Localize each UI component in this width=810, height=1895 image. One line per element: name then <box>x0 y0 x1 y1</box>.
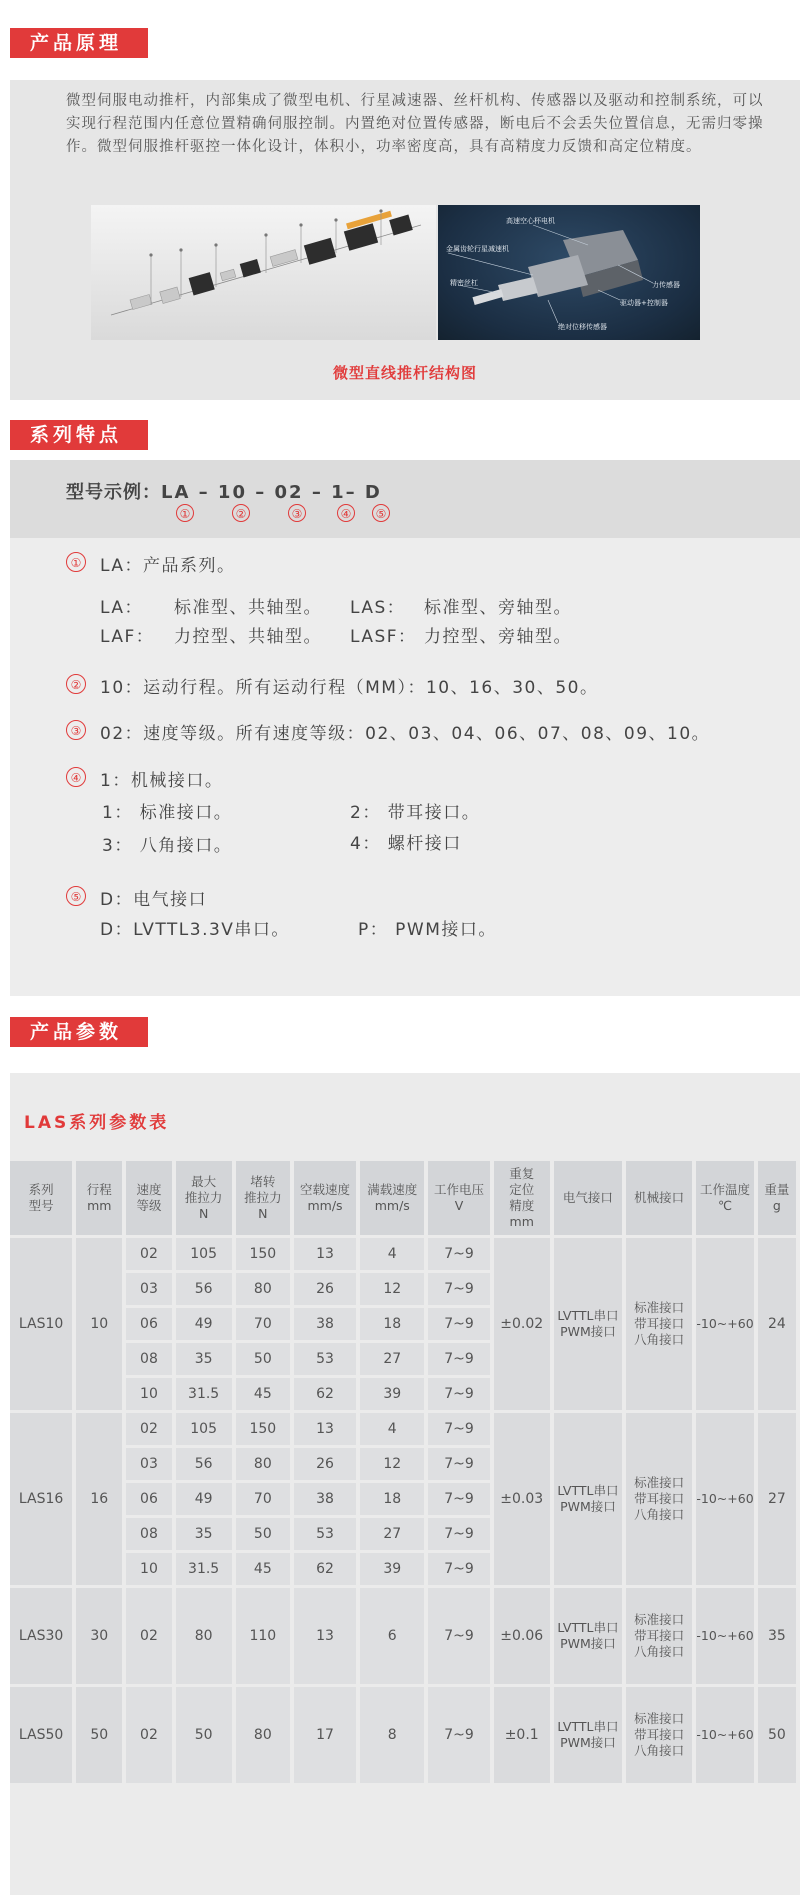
cell-stall-force: 150 <box>236 1238 290 1270</box>
item-4-c: 3： 八角接口。 <box>102 836 233 856</box>
table-row <box>10 1413 796 1445</box>
label-driver: 驱动器+控制器 <box>620 299 668 307</box>
label-screw: 精密丝杠 <box>450 279 478 287</box>
label-gear: 金属齿轮行星减速机 <box>446 245 509 253</box>
cell-noload-speed: 62 <box>294 1378 356 1410</box>
cell-temperature: -10~+60 <box>696 1687 753 1783</box>
cell-speed-grade: 03 <box>126 1448 171 1480</box>
cell-precision: ±0.06 <box>494 1588 550 1684</box>
cell-max-force: 49 <box>176 1483 232 1515</box>
cell-fullload-speed: 4 <box>360 1413 424 1445</box>
cell-max-force: 35 <box>176 1343 232 1375</box>
cell-mechanical-interface: 标准接口 带耳接口 八角接口 <box>626 1238 692 1410</box>
cell-noload-speed: 13 <box>294 1588 356 1684</box>
cell-temperature: -10~+60 <box>696 1238 753 1410</box>
item-number-3: ③ <box>66 720 86 740</box>
actuator-cutaway-illustration <box>438 205 700 340</box>
item-1-a3: LAS： <box>350 598 406 618</box>
cell-model: LAS16 <box>10 1413 72 1585</box>
cell-electrical-interface: LVTTL串口 PWM接口 <box>554 1588 622 1684</box>
section-title-principle: 产品原理 <box>10 28 148 58</box>
column-header: 空载速度 mm/s <box>294 1161 356 1235</box>
cell-fullload-speed: 12 <box>360 1448 424 1480</box>
cell-stall-force: 150 <box>236 1413 290 1445</box>
code-marker-5: ⑤ <box>372 504 390 522</box>
item-5-b: P： PWM接口。 <box>358 920 497 940</box>
table-body <box>10 1238 796 1783</box>
cell-noload-speed: 53 <box>294 1343 356 1375</box>
cell-stroke: 50 <box>76 1687 122 1783</box>
item-1-b2: 力控型、共轴型。 <box>174 627 322 647</box>
cell-voltage: 7~9 <box>428 1308 489 1340</box>
cell-stall-force: 80 <box>236 1273 290 1305</box>
image-caption: 微型直线推杆结构图 <box>332 364 477 382</box>
cell-fullload-speed: 12 <box>360 1273 424 1305</box>
item-1-title: LA：产品系列。 <box>100 556 236 576</box>
cell-weight: 27 <box>758 1413 796 1585</box>
code-marker-3: ③ <box>288 504 306 522</box>
item-1-b4: 力控型、旁轴型。 <box>424 627 572 647</box>
cell-max-force: 56 <box>176 1273 232 1305</box>
cell-noload-speed: 38 <box>294 1483 356 1515</box>
column-header: 电气接口 <box>554 1161 622 1235</box>
cell-stroke: 30 <box>76 1588 122 1684</box>
cell-speed-grade: 08 <box>126 1343 171 1375</box>
cell-max-force: 105 <box>176 1238 232 1270</box>
model-example-code: LA – 10 – 02 – 1– D <box>161 482 382 503</box>
model-example-label: 型号示例： <box>66 482 161 503</box>
code-marker-1: ① <box>176 504 194 522</box>
column-header: 行程 mm <box>76 1161 122 1235</box>
cell-fullload-speed: 4 <box>360 1238 424 1270</box>
cell-stroke: 10 <box>76 1238 122 1410</box>
cell-stall-force: 50 <box>236 1343 290 1375</box>
cell-noload-speed: 17 <box>294 1687 356 1783</box>
column-header: 工作电压 V <box>428 1161 489 1235</box>
cell-voltage: 7~9 <box>428 1553 489 1585</box>
exploded-actuator-illustration <box>91 205 436 340</box>
cell-precision: ±0.1 <box>494 1687 550 1783</box>
cell-voltage: 7~9 <box>428 1343 489 1375</box>
item-5-a: D：LVTTL3.3V串口。 <box>100 920 290 940</box>
cell-speed-grade: 10 <box>126 1378 171 1410</box>
cell-noload-speed: 53 <box>294 1518 356 1550</box>
cutaway-diagram-image <box>438 205 700 340</box>
cell-speed-grade: 10 <box>126 1553 171 1585</box>
item-number-5: ⑤ <box>66 886 86 906</box>
code-marker-4: ④ <box>337 504 355 522</box>
column-header: 工作温度 ℃ <box>696 1161 753 1235</box>
cell-fullload-speed: 27 <box>360 1343 424 1375</box>
cell-speed-grade: 08 <box>126 1518 171 1550</box>
cell-max-force: 56 <box>176 1448 232 1480</box>
cell-noload-speed: 26 <box>294 1273 356 1305</box>
cell-voltage: 7~9 <box>428 1413 489 1445</box>
item-1-a4: 标准型、旁轴型。 <box>424 598 572 618</box>
column-header: 最大 推拉力 N <box>176 1161 232 1235</box>
exploded-view-image <box>91 205 436 340</box>
table-row <box>10 1687 796 1783</box>
column-header: 重量 g <box>758 1161 796 1235</box>
item-4-title: 1：机械接口。 <box>100 771 224 791</box>
column-header: 重复 定位 精度 mm <box>494 1161 550 1235</box>
cell-fullload-speed: 18 <box>360 1308 424 1340</box>
cell-speed-grade: 02 <box>126 1588 171 1684</box>
intro-panel <box>10 80 800 400</box>
cell-weight: 35 <box>758 1588 796 1684</box>
item-3-title: 02：速度等级。所有速度等级：02、03、04、06、07、08、09、10。 <box>100 724 711 744</box>
cell-stall-force: 80 <box>236 1687 290 1783</box>
cell-mechanical-interface: 标准接口 带耳接口 八角接口 <box>626 1687 692 1783</box>
cell-stall-force: 50 <box>236 1518 290 1550</box>
cell-max-force: 105 <box>176 1413 232 1445</box>
cell-stall-force: 70 <box>236 1308 290 1340</box>
cell-electrical-interface: LVTTL串口 PWM接口 <box>554 1238 622 1410</box>
cell-speed-grade: 03 <box>126 1273 171 1305</box>
cell-voltage: 7~9 <box>428 1483 489 1515</box>
cell-noload-speed: 26 <box>294 1448 356 1480</box>
cell-model: LAS50 <box>10 1687 72 1783</box>
cell-voltage: 7~9 <box>428 1238 489 1270</box>
cell-voltage: 7~9 <box>428 1448 489 1480</box>
cell-speed-grade: 06 <box>126 1308 171 1340</box>
cell-fullload-speed: 39 <box>360 1553 424 1585</box>
cell-fullload-speed: 27 <box>360 1518 424 1550</box>
label-force: 力传感器 <box>652 281 680 289</box>
cell-stall-force: 110 <box>236 1588 290 1684</box>
label-position: 绝对位移传感器 <box>558 323 607 331</box>
cell-fullload-speed: 18 <box>360 1483 424 1515</box>
cell-speed-grade: 02 <box>126 1413 171 1445</box>
table-row <box>10 1588 796 1684</box>
column-header: 满载速度 mm/s <box>360 1161 424 1235</box>
model-example-panel <box>10 460 800 538</box>
cell-stroke: 16 <box>76 1413 122 1585</box>
cell-noload-speed: 38 <box>294 1308 356 1340</box>
cell-mechanical-interface: 标准接口 带耳接口 八角接口 <box>626 1413 692 1585</box>
cell-fullload-speed: 39 <box>360 1378 424 1410</box>
cell-max-force: 49 <box>176 1308 232 1340</box>
params-table <box>6 1158 800 1786</box>
item-4-d: 4： 螺杆接口 <box>350 834 462 854</box>
cell-fullload-speed: 8 <box>360 1687 424 1783</box>
table-header-row <box>10 1161 796 1235</box>
cell-speed-grade: 02 <box>126 1687 171 1783</box>
cell-voltage: 7~9 <box>428 1273 489 1305</box>
cell-model: LAS30 <box>10 1588 72 1684</box>
cell-max-force: 50 <box>176 1687 232 1783</box>
item-number-4: ④ <box>66 767 86 787</box>
cell-fullload-speed: 6 <box>360 1588 424 1684</box>
cell-weight: 24 <box>758 1238 796 1410</box>
table-row <box>10 1238 796 1270</box>
item-1-a2: 标准型、共轴型。 <box>174 598 322 618</box>
section-title-features: 系列特点 <box>10 420 148 450</box>
cell-electrical-interface: LVTTL串口 PWM接口 <box>554 1413 622 1585</box>
item-4-b: 2： 带耳接口。 <box>350 803 481 823</box>
code-marker-2: ② <box>232 504 250 522</box>
cell-max-force: 31.5 <box>176 1553 232 1585</box>
table-title: LAS系列参数表 <box>24 1113 170 1133</box>
cell-voltage: 7~9 <box>428 1378 489 1410</box>
cell-weight: 50 <box>758 1687 796 1783</box>
cell-max-force: 35 <box>176 1518 232 1550</box>
cell-noload-speed: 13 <box>294 1413 356 1445</box>
features-panel <box>10 538 800 996</box>
item-1-a1: LA： <box>100 598 143 618</box>
column-header: 速度 等级 <box>126 1161 171 1235</box>
cell-voltage: 7~9 <box>428 1588 489 1684</box>
intro-text: 微型伺服电动推杆，内部集成了微型电机、行星减速器、丝杆机构、传感器以及驱动和控制系统，可以实现行程范围内任意位置精确伺服控制。内置绝对位置传感器，断电后不会丢失位置信息，无需归零操作。微型伺服推杆驱控一体化设计，体积小，功率密度高，具有高精度力反馈和高定位精度。 <box>66 93 764 155</box>
cell-electrical-interface: LVTTL串口 PWM接口 <box>554 1687 622 1783</box>
section-title-params: 产品参数 <box>10 1017 148 1047</box>
item-5-title: D：电气接口 <box>100 890 208 910</box>
cell-temperature: -10~+60 <box>696 1413 753 1585</box>
cell-mechanical-interface: 标准接口 带耳接口 八角接口 <box>626 1588 692 1684</box>
item-number-2: ② <box>66 674 86 694</box>
label-motor: 高速空心杯电机 <box>506 217 555 225</box>
cell-stall-force: 45 <box>236 1378 290 1410</box>
cell-temperature: -10~+60 <box>696 1588 753 1684</box>
cell-max-force: 31.5 <box>176 1378 232 1410</box>
item-1-b1: LAF： <box>100 627 155 647</box>
cell-speed-grade: 02 <box>126 1238 171 1270</box>
item-1-b3: LASF： <box>350 627 417 647</box>
cell-noload-speed: 62 <box>294 1553 356 1585</box>
cell-max-force: 80 <box>176 1588 232 1684</box>
cell-speed-grade: 06 <box>126 1483 171 1515</box>
column-header: 系列 型号 <box>10 1161 72 1235</box>
cell-precision: ±0.03 <box>494 1413 550 1585</box>
cell-stall-force: 45 <box>236 1553 290 1585</box>
cell-noload-speed: 13 <box>294 1238 356 1270</box>
column-header: 机械接口 <box>626 1161 692 1235</box>
item-number-1: ① <box>66 552 86 572</box>
cell-precision: ±0.02 <box>494 1238 550 1410</box>
item-4-a: 1： 标准接口。 <box>102 803 233 823</box>
column-header: 堵转 推拉力 N <box>236 1161 290 1235</box>
cell-stall-force: 80 <box>236 1448 290 1480</box>
cell-voltage: 7~9 <box>428 1518 489 1550</box>
model-example <box>66 478 382 504</box>
cell-model: LAS10 <box>10 1238 72 1410</box>
cell-voltage: 7~9 <box>428 1687 489 1783</box>
params-panel <box>10 1073 800 1895</box>
cell-stall-force: 70 <box>236 1483 290 1515</box>
item-2-title: 10：运动行程。所有运动行程（MM）：10、16、30、50。 <box>100 678 599 698</box>
